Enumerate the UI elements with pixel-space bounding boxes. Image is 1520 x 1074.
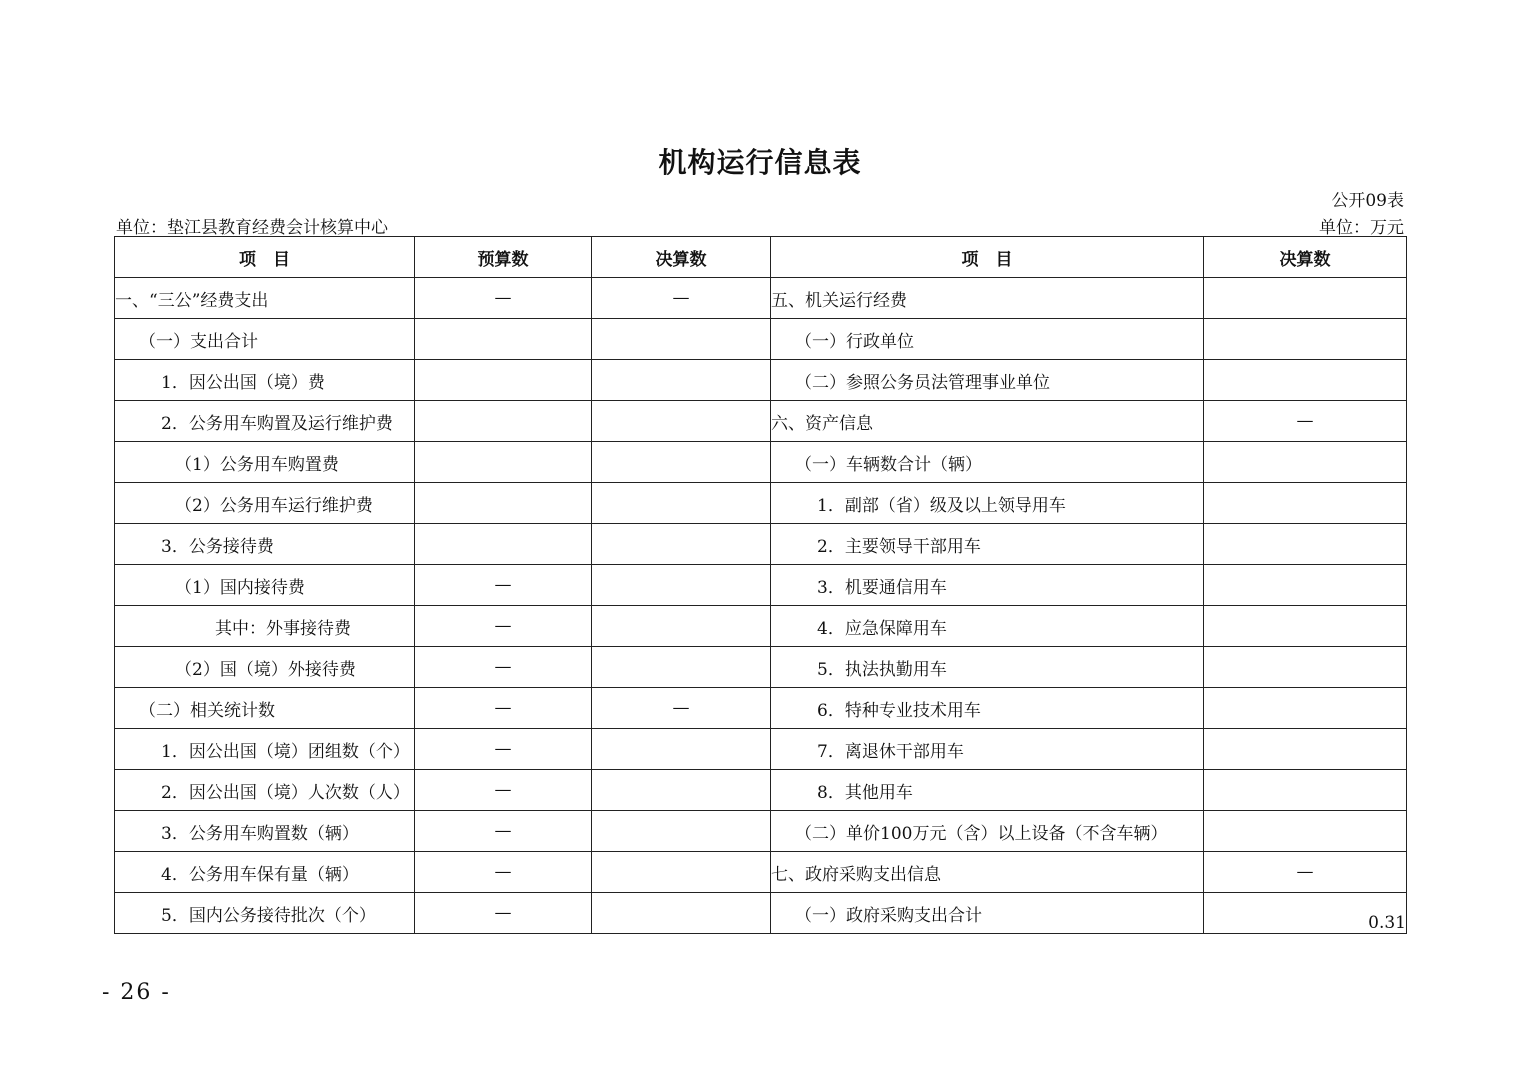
header-final-left: 决算数 bbox=[592, 237, 771, 278]
left-item-label: （二）相关统计数 bbox=[115, 688, 415, 729]
left-item-label: 1．因公出国（境）费 bbox=[115, 360, 415, 401]
right-item-label: 五、机关运行经费 bbox=[771, 278, 1204, 319]
final-value bbox=[592, 524, 771, 565]
budget-value: — bbox=[415, 647, 592, 688]
final-value bbox=[592, 483, 771, 524]
budget-value: — bbox=[415, 606, 592, 647]
right-item-label: （二）参照公务员法管理事业单位 bbox=[771, 360, 1204, 401]
right-item-label: 4．应急保障用车 bbox=[771, 606, 1204, 647]
right-final-value bbox=[1204, 729, 1407, 770]
table-row bbox=[115, 442, 1407, 483]
table-row bbox=[115, 688, 1407, 729]
right-final-value: — bbox=[1204, 852, 1407, 893]
left-item-label: 5．国内公务接待批次（个） bbox=[115, 893, 415, 934]
final-value bbox=[592, 811, 771, 852]
budget-value: — bbox=[415, 811, 592, 852]
left-item-label: 其中：外事接待费 bbox=[115, 606, 415, 647]
institution-info-table bbox=[114, 236, 1407, 934]
table-row bbox=[115, 360, 1407, 401]
header-item-right: 项 目 bbox=[771, 237, 1204, 278]
budget-value: — bbox=[415, 770, 592, 811]
right-final-value: — bbox=[1204, 401, 1407, 442]
final-value bbox=[592, 770, 771, 811]
budget-value bbox=[415, 401, 592, 442]
left-item-label: 3．公务接待费 bbox=[115, 524, 415, 565]
final-value bbox=[592, 852, 771, 893]
header-final-right: 决算数 bbox=[1204, 237, 1407, 278]
left-item-label: （1）公务用车购置费 bbox=[115, 442, 415, 483]
final-value bbox=[592, 401, 771, 442]
budget-value: — bbox=[415, 688, 592, 729]
final-value: — bbox=[592, 688, 771, 729]
right-item-label: 六、资产信息 bbox=[771, 401, 1204, 442]
budget-value: — bbox=[415, 565, 592, 606]
budget-value bbox=[415, 524, 592, 565]
right-final-value bbox=[1204, 483, 1407, 524]
table-row bbox=[115, 524, 1407, 565]
right-item-label: 7．离退休干部用车 bbox=[771, 729, 1204, 770]
table-row bbox=[115, 729, 1407, 770]
table-row bbox=[115, 565, 1407, 606]
right-item-label: （一）行政单位 bbox=[771, 319, 1204, 360]
final-value bbox=[592, 442, 771, 483]
header-item-left: 项 目 bbox=[115, 237, 415, 278]
left-item-label: 2．公务用车购置及运行维护费 bbox=[115, 401, 415, 442]
table-row bbox=[115, 606, 1407, 647]
left-item-label: 4．公务用车保有量（辆） bbox=[115, 852, 415, 893]
right-item-label: （一）车辆数合计（辆） bbox=[771, 442, 1204, 483]
budget-value: — bbox=[415, 278, 592, 319]
right-item-label: 6．特种专业技术用车 bbox=[771, 688, 1204, 729]
form-number: 公开09表 bbox=[1331, 191, 1404, 211]
budget-value bbox=[415, 483, 592, 524]
reporting-unit: 单位：垫江县教育经费会计核算中心 bbox=[116, 218, 388, 238]
final-value bbox=[592, 360, 771, 401]
right-final-value bbox=[1204, 565, 1407, 606]
right-item-label: （一）政府采购支出合计 bbox=[771, 893, 1204, 934]
budget-value bbox=[415, 442, 592, 483]
final-value: — bbox=[592, 278, 771, 319]
left-item-label: （1）国内接待费 bbox=[115, 565, 415, 606]
table-row bbox=[115, 770, 1407, 811]
final-value bbox=[592, 319, 771, 360]
right-final-value bbox=[1204, 606, 1407, 647]
left-item-label: （2）国（境）外接待费 bbox=[115, 647, 415, 688]
page-number: - 26 - bbox=[102, 980, 171, 1005]
right-item-label: 5．执法执勤用车 bbox=[771, 647, 1204, 688]
right-final-value bbox=[1204, 688, 1407, 729]
left-item-label: （一）支出合计 bbox=[115, 319, 415, 360]
budget-value: — bbox=[415, 893, 592, 934]
final-value bbox=[592, 565, 771, 606]
table-row bbox=[115, 319, 1407, 360]
budget-value: — bbox=[415, 729, 592, 770]
table-header-row bbox=[115, 237, 1407, 278]
left-item-label: （2）公务用车运行维护费 bbox=[115, 483, 415, 524]
right-final-value bbox=[1204, 360, 1407, 401]
final-value bbox=[592, 893, 771, 934]
right-item-label: 3．机要通信用车 bbox=[771, 565, 1204, 606]
currency-unit: 单位：万元 bbox=[1319, 218, 1404, 238]
left-item-label: 1．因公出国（境）团组数（个） bbox=[115, 729, 415, 770]
right-item-label: 1．副部（省）级及以上领导用车 bbox=[771, 483, 1204, 524]
left-item-label: 一、“三公”经费支出 bbox=[115, 278, 415, 319]
final-value bbox=[592, 729, 771, 770]
table-row bbox=[115, 278, 1407, 319]
table-row bbox=[115, 811, 1407, 852]
right-final-value bbox=[1204, 811, 1407, 852]
right-item-label: 2．主要领导干部用车 bbox=[771, 524, 1204, 565]
right-final-value bbox=[1204, 442, 1407, 483]
budget-value bbox=[415, 319, 592, 360]
page-title: 机构运行信息表 bbox=[658, 146, 862, 179]
right-final-value bbox=[1204, 524, 1407, 565]
table-row bbox=[115, 401, 1407, 442]
table-row bbox=[115, 893, 1407, 934]
right-item-label: 七、政府采购支出信息 bbox=[771, 852, 1204, 893]
table-row bbox=[115, 483, 1407, 524]
right-final-value bbox=[1204, 647, 1407, 688]
right-item-label: （二）单价100万元（含）以上设备（不含车辆） bbox=[771, 811, 1204, 852]
table-row bbox=[115, 647, 1407, 688]
left-item-label: 2．因公出国（境）人次数（人） bbox=[115, 770, 415, 811]
right-item-label: 8．其他用车 bbox=[771, 770, 1204, 811]
left-item-label: 3．公务用车购置数（辆） bbox=[115, 811, 415, 852]
header-budget: 预算数 bbox=[415, 237, 592, 278]
right-final-value bbox=[1204, 319, 1407, 360]
final-value bbox=[592, 647, 771, 688]
budget-value: — bbox=[415, 852, 592, 893]
final-value bbox=[592, 606, 771, 647]
right-final-value bbox=[1204, 278, 1407, 319]
right-final-value: 0.31 bbox=[1204, 893, 1407, 934]
budget-value bbox=[415, 360, 592, 401]
right-final-value bbox=[1204, 770, 1407, 811]
table-row bbox=[115, 852, 1407, 893]
